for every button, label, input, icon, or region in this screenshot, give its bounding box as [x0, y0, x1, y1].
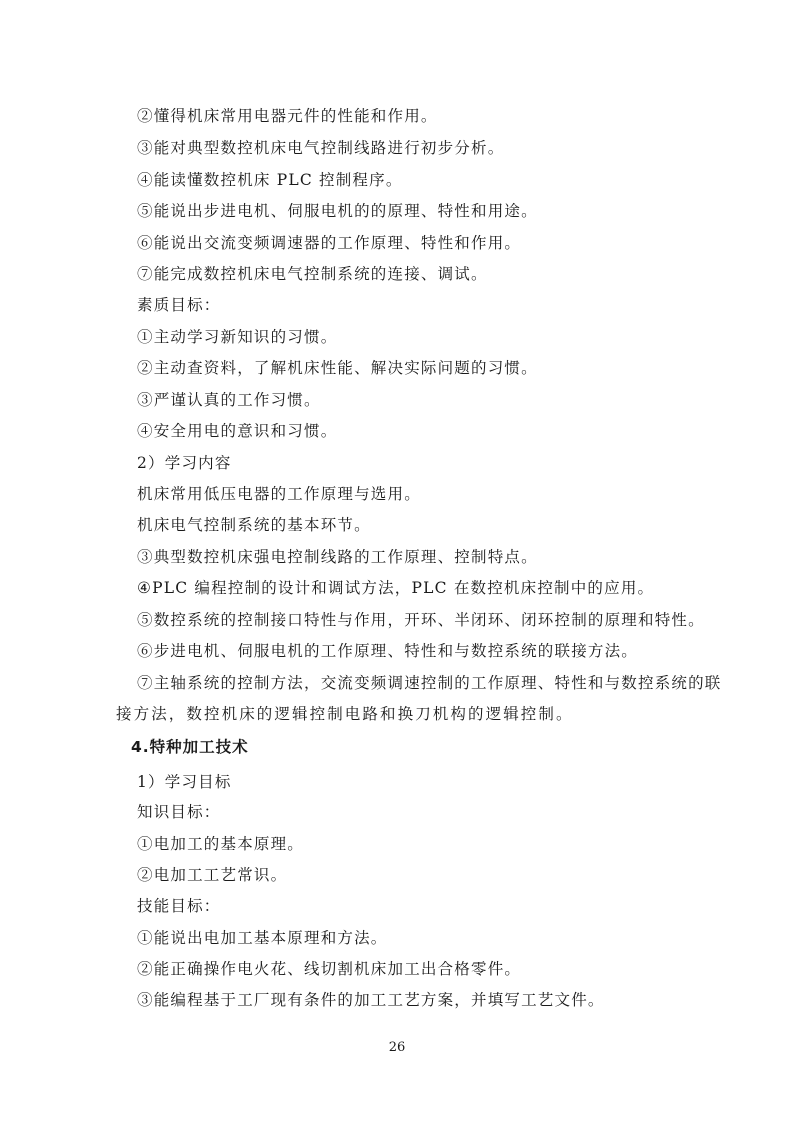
paragraph-line: 机床电气控制系统的基本环节。 — [137, 516, 371, 534]
paragraph-line: ④能读懂数控机床 PLC 控制程序。 — [137, 171, 403, 189]
paragraph-line: 机床常用低压电器的工作原理与选用。 — [137, 485, 421, 503]
paragraph-line: ②电加工工艺常识。 — [137, 866, 288, 884]
section-heading: 4.特种加工技术 — [131, 738, 249, 756]
paragraph-line: 接方法，数控机床的逻辑控制电路和换刀机构的逻辑控制。 — [116, 705, 574, 723]
paragraph-line: ②懂得机床常用电器元件的性能和作用。 — [137, 107, 438, 125]
paragraph-line: 2）学习内容 — [137, 454, 232, 472]
paragraph-line: ④安全用电的意识和习惯。 — [137, 422, 338, 440]
paragraph-line: ⑦主轴系统的控制方法，交流变频调速控制的工作原理、特性和与数控系统的联 — [137, 674, 722, 692]
paragraph-line: ②主动查资料，了解机床性能、解决实际问题的习惯。 — [137, 359, 538, 377]
paragraph-line: ⑦能完成数控机床电气控制系统的连接、调试。 — [137, 265, 488, 283]
paragraph-line: 素质目标： — [137, 296, 221, 314]
paragraph-line: ③能编程基于工厂现有条件的加工工艺方案，并填写工艺文件。 — [137, 991, 605, 1009]
paragraph-line: ⑤能说出步进电机、伺服电机的的原理、特性和用途。 — [137, 202, 538, 220]
paragraph-line: ④PLC 编程控制的设计和调试方法，PLC 在数控机床控制中的应用。 — [137, 579, 655, 597]
paragraph-line: 知识目标： — [137, 803, 221, 821]
paragraph-line: ②能正确操作电火花、线切割机床加工出合格零件。 — [137, 960, 522, 978]
page-number: 26 — [388, 1040, 406, 1055]
paragraph-line: ⑥步进电机、伺服电机的工作原理、特性和与数控系统的联接方法。 — [137, 642, 639, 660]
paragraph-line: 技能目标： — [137, 897, 221, 915]
paragraph-line: ⑤数控系统的控制接口特性与作用，开环、半闭环、闭环控制的原理和特性。 — [137, 611, 705, 629]
paragraph-line: ①主动学习新知识的习惯。 — [137, 328, 338, 346]
paragraph-line: ③严谨认真的工作习惯。 — [137, 391, 321, 409]
paragraph-line: ③典型数控机床强电控制线路的工作原理、控制特点。 — [137, 548, 538, 566]
paragraph-line: ③能对典型数控机床电气控制线路进行初步分析。 — [137, 139, 505, 157]
paragraph-line: ①电加工的基本原理。 — [137, 835, 305, 853]
paragraph-line: ①能说出电加工基本原理和方法。 — [137, 929, 388, 947]
paragraph-line: 1）学习目标 — [137, 773, 232, 791]
paragraph-line: ⑥能说出交流变频调速器的工作原理、特性和作用。 — [137, 234, 522, 252]
